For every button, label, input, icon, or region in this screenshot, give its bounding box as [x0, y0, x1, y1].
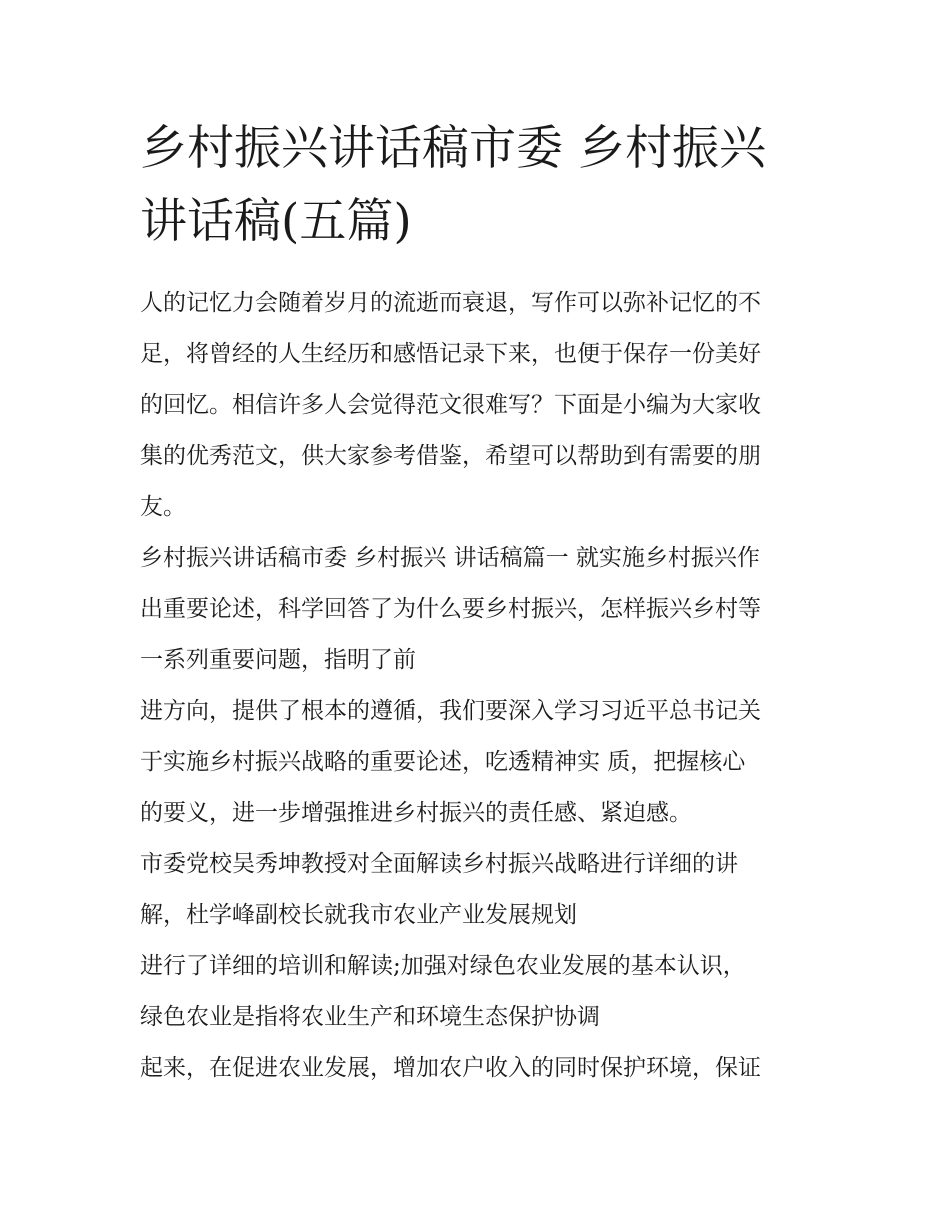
body-line: 足，将曾经的人生经历和感悟记录下来，也便于保存一份美好	[140, 341, 761, 367]
title-line: 讲话稿(五篇)	[140, 194, 412, 249]
body-line: 一系列重要问题，指明了前	[140, 647, 416, 673]
body-line: 绿色农业是指将农业生产和环境生态保护协调	[140, 1004, 600, 1030]
body-line: 起来，在促进农业发展，增加农户收入的同时保护环境，保证	[140, 1055, 761, 1081]
body-line: 市委党校吴秀坤教授对全面解读乡村振兴战略进行详细的讲	[140, 851, 738, 877]
document-title	[140, 112, 820, 258]
body-line: 出重要论述，科学回答了为什么要乡村振兴，怎样振兴乡村等	[140, 596, 761, 622]
body-line: 的回忆。相信许多人会觉得范文很难写？下面是小编为大家收	[140, 392, 761, 418]
title-line: 乡村振兴讲话稿市委 乡村振兴	[140, 121, 766, 176]
body-line: 进方向，提供了根本的遵循，我们要深入学习习近平总书记关	[140, 698, 761, 724]
body-line: 人的记忆力会随着岁月的流逝而衰退，写作可以弥补记忆的不	[140, 290, 761, 316]
body-line: 集的优秀范文，供大家参考借鉴，希望可以帮助到有需要的朋	[140, 443, 761, 469]
body-line: 进行了详细的培训和解读;加强对绿色农业发展的基本认识，	[140, 953, 746, 979]
document-body	[140, 278, 830, 1094]
body-line: 友。	[140, 494, 186, 520]
body-line: 于实施乡村振兴战略的重要论述，吃透精神实 质，把握核心	[140, 749, 746, 775]
body-line: 的要义，进一步增强推进乡村振兴的责任感、紧迫感。	[140, 800, 692, 826]
body-line: 乡村振兴讲话稿市委 乡村振兴 讲话稿篇一 就实施乡村振兴作	[140, 545, 760, 571]
body-line: 解，杜学峰副校长就我市农业产业发展规划	[140, 902, 577, 928]
